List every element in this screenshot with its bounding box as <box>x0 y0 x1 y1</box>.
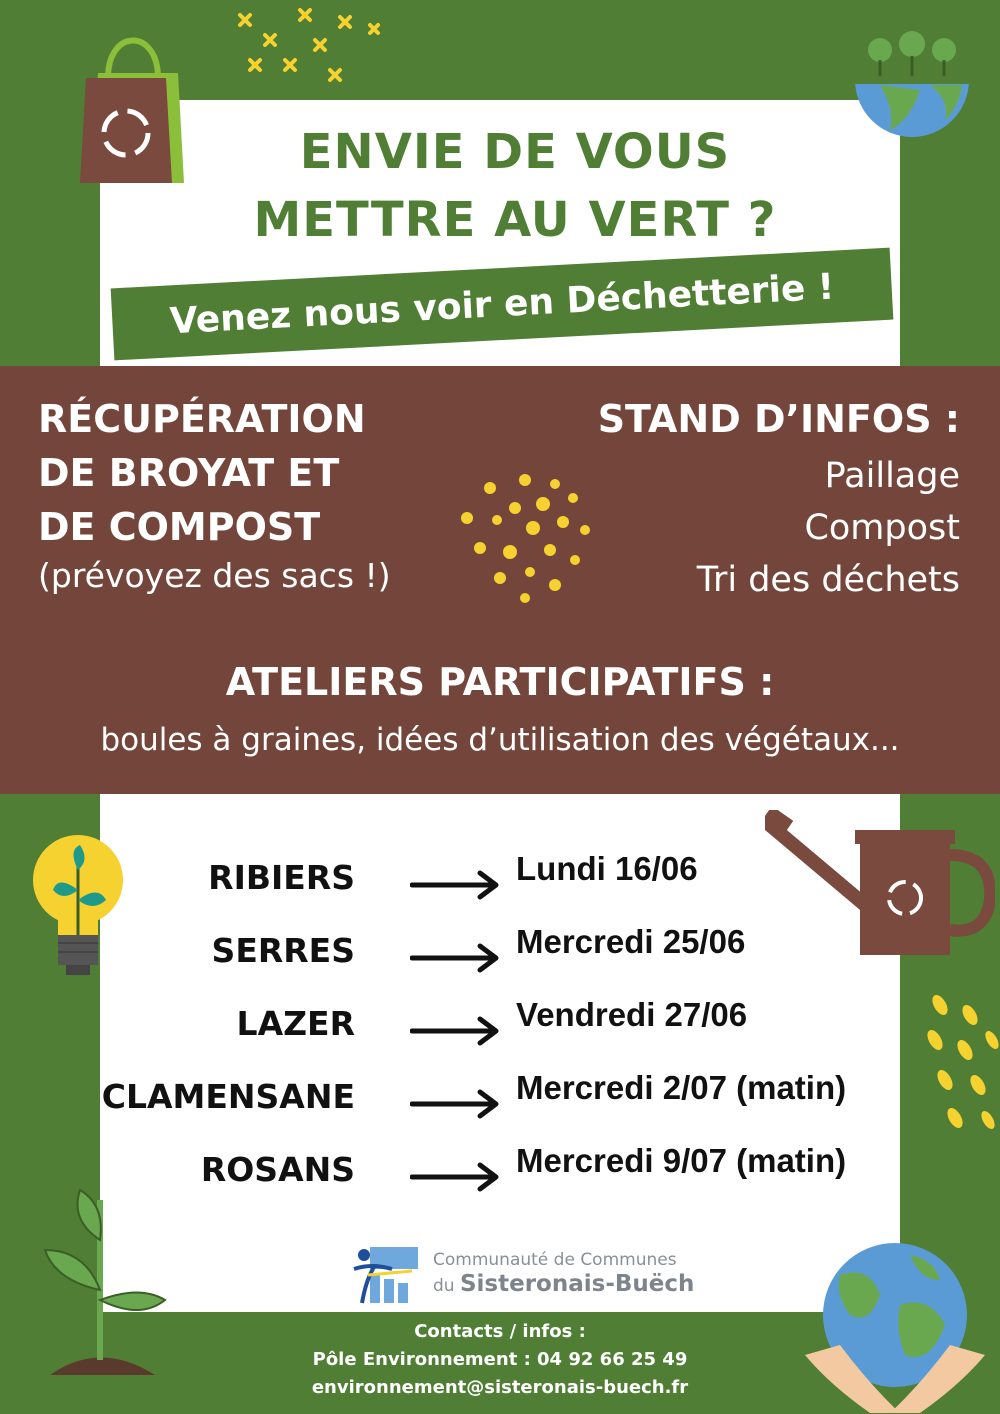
schedule-row <box>60 923 960 991</box>
community-logo-text <box>433 1248 694 1298</box>
stand-item: Paillage <box>824 456 960 496</box>
logo-name: Sisteronais-Buëch <box>459 1271 695 1297</box>
schedule-town: SERRES <box>211 931 355 970</box>
yellow-dots-icon <box>455 470 595 610</box>
schedule-date: Vendredi 27/06 <box>516 996 748 1033</box>
recuperation-line-1: RÉCUPÉRATION <box>38 397 366 441</box>
recuperation-heading <box>38 392 366 554</box>
schedule-town: RIBIERS <box>208 858 355 897</box>
arrow-right-icon <box>410 943 502 973</box>
stand-item: Compost <box>804 508 960 548</box>
arrow-right-icon <box>410 1162 502 1192</box>
schedule-date: Mercredi 25/06 <box>516 923 746 960</box>
schedule-date: Mercredi 2/07 (matin) <box>516 1069 847 1106</box>
page-title <box>100 118 930 254</box>
stand-items <box>697 450 960 606</box>
schedule-date: Mercredi 9/07 (matin) <box>516 1142 847 1179</box>
ateliers-heading: ATELIERS PARTICIPATIFS : <box>225 660 775 704</box>
schedule-town: LAZER <box>236 1004 355 1043</box>
arrow-right-icon <box>410 1016 502 1046</box>
stand-heading: STAND D’INFOS : <box>597 397 960 441</box>
logo-prefix: du <box>433 1276 455 1296</box>
schedule-town: CLAMENSANE <box>101 1077 355 1116</box>
ateliers-text: boules à graines, idées d’utilisation des végétaux... <box>100 722 900 758</box>
schedule-date: Lundi 16/06 <box>516 850 698 887</box>
recuperation-note: (prévoyez des sacs !) <box>38 556 391 595</box>
contacts-phone: Pôle Environnement : 04 92 66 25 49 <box>312 1349 688 1370</box>
schedule-town: ROSANS <box>200 1150 355 1189</box>
arrow-right-icon <box>410 1089 502 1119</box>
sprout-icon <box>40 1180 170 1380</box>
banner-text: Venez nous voir en Déchetterie ! <box>168 266 836 342</box>
schedule-row <box>60 996 960 1064</box>
schedule-row <box>60 1142 960 1210</box>
sparkle-crosses-icon <box>230 5 390 95</box>
stand-item: Tri des déchets <box>696 560 960 600</box>
contacts <box>250 1318 750 1402</box>
schedule-row <box>60 1069 960 1137</box>
contacts-heading: Contacts / infos : <box>414 1321 586 1342</box>
title-line-2: METTRE AU VERT ? <box>253 192 777 248</box>
community-logo-icon <box>352 1245 420 1305</box>
schedule-row <box>60 850 960 918</box>
logo-line-1: Communauté de Communes <box>433 1250 677 1270</box>
recuperation-line-2: DE BROYAT ET <box>38 451 340 495</box>
contacts-email[interactable]: environnement@sisteronais-buech.fr <box>311 1377 689 1398</box>
title-line-1: ENVIE DE VOUS <box>299 124 731 180</box>
earth-hands-icon <box>800 1235 990 1414</box>
arrow-right-icon <box>410 870 502 900</box>
recuperation-line-3: DE COMPOST <box>38 505 321 549</box>
